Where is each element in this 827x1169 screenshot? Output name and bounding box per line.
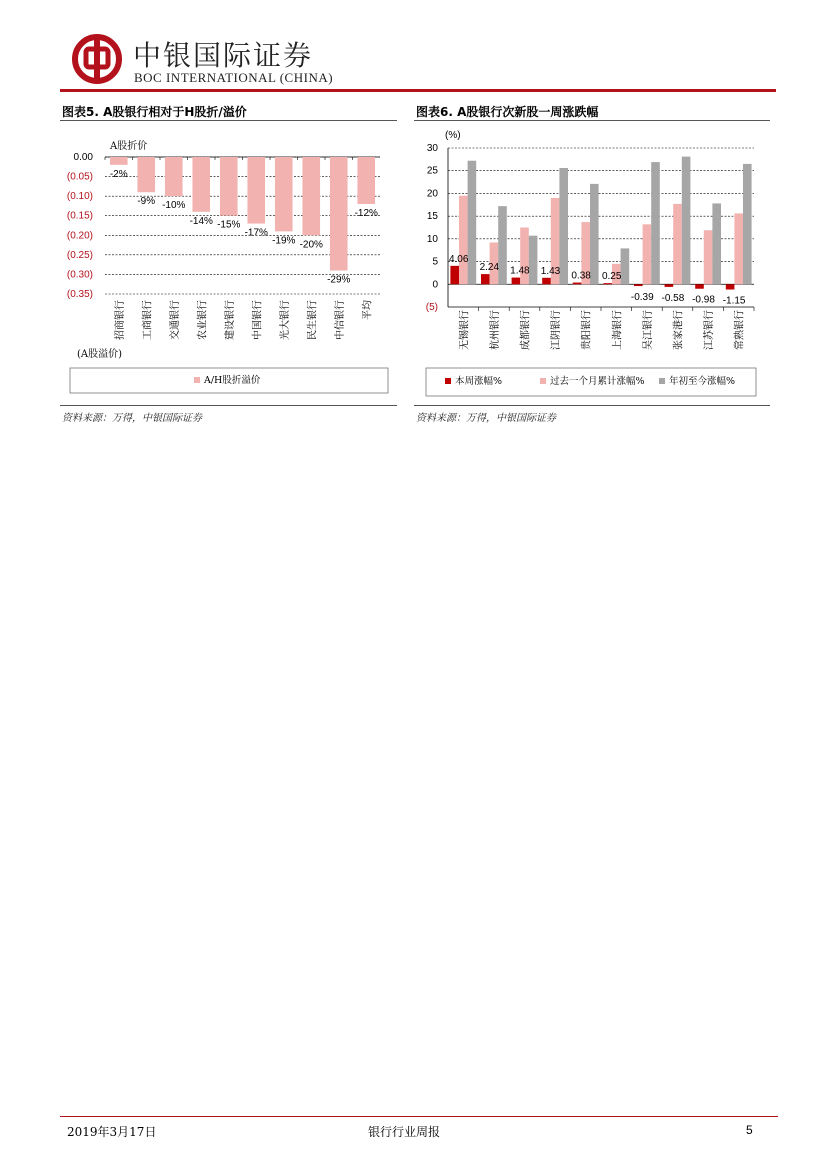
- company-name-cn: 中银国际证券: [133, 39, 314, 72]
- chart6-bar-weekly: [542, 278, 551, 284]
- chart5-bar: [165, 157, 183, 196]
- chart6-bar-month: [734, 213, 743, 284]
- chart5-ytick-label: (0.15): [66, 210, 93, 222]
- chart5-xtick-label: 交通银行: [169, 300, 181, 340]
- chart6-legend-label: 本周涨幅%: [455, 376, 503, 387]
- chart6-ytick-label: 15: [426, 211, 438, 223]
- chart6-bar-weekly: [726, 284, 735, 289]
- chart5-ytick-label: (0.35): [66, 289, 93, 300]
- chart5-data-label: -10%: [162, 200, 186, 212]
- chart6-bar-ytd: [590, 184, 599, 284]
- chart5-ytick-label: (0.05): [66, 171, 93, 183]
- chart6-data-label: 1.48: [510, 265, 530, 277]
- chart6-xtick-label: 上海银行: [612, 310, 624, 350]
- chart-bank-weekly-change: [414, 125, 776, 403]
- chart5-data-label: -15%: [217, 219, 241, 231]
- chart6-bar-ytd: [743, 164, 752, 284]
- chart6-legend-swatch: [445, 378, 451, 384]
- chart6-data-label: -0.58: [661, 292, 685, 304]
- chart6-legend-label: 过去一个月累计涨幅%: [550, 376, 645, 387]
- chart5-data-label: -2%: [109, 168, 128, 180]
- chart5-bar: [302, 157, 320, 235]
- chart6-legend-label: 年初至今涨幅%: [669, 376, 736, 387]
- chart6-bar-ytd: [529, 236, 538, 285]
- chart6-xtick-label: 常熟银行: [734, 310, 746, 350]
- chart6-bar-month: [673, 204, 682, 284]
- figure-6-source: 资料来源：万得，中银国际证券: [416, 413, 556, 424]
- chart6-xtick-label: 无锡银行: [459, 310, 471, 350]
- chart6-bar-weekly: [634, 284, 643, 286]
- chart5-data-label: -9%: [137, 196, 156, 208]
- chart6-bar-weekly: [665, 284, 674, 287]
- chart6-xtick-label: 贵阳银行: [581, 310, 593, 350]
- chart6-ytick-label: 25: [426, 165, 438, 177]
- chart5-bar: [247, 157, 265, 224]
- chart6-ytick-label: 10: [426, 233, 438, 245]
- chart5-data-label: -20%: [299, 239, 323, 251]
- figure-5-source: 资料来源：万得，中银国际证券: [62, 413, 202, 424]
- chart5-ytick-label: (0.30): [66, 269, 93, 281]
- figure-5-title-rule: [60, 120, 397, 121]
- chart5-xtick-label: 招商银行: [114, 300, 126, 340]
- chart5-data-label: -12%: [354, 207, 378, 219]
- footer-rule: [60, 1116, 778, 1117]
- chart-ah-premium: [60, 125, 400, 403]
- chart6-bar-month: [704, 230, 713, 284]
- chart6-bar-weekly: [695, 284, 704, 288]
- chart6-xtick-label: 杭州银行: [489, 310, 501, 350]
- chart5-xtick-label: 平均: [362, 300, 374, 320]
- chart6-data-label: 0.38: [571, 270, 591, 282]
- chart6-bar-weekly: [512, 278, 521, 285]
- chart6-bar-ytd: [682, 157, 691, 285]
- footer-page-number: 5: [746, 1123, 753, 1137]
- chart5-bar: [330, 157, 348, 271]
- chart6-legend-swatch: [540, 378, 546, 384]
- company-name-en: BOC INTERNATIONAL (CHINA): [134, 70, 334, 85]
- header-rule: [60, 89, 776, 92]
- chart6-xtick-label: 吴江银行: [642, 310, 654, 350]
- chart6-xtick-label: 江苏银行: [704, 310, 716, 350]
- chart5-xtick-label: 光大银行: [279, 300, 291, 340]
- figure-5-source-rule: [60, 405, 397, 406]
- chart6-data-label: 1.43: [540, 265, 561, 277]
- chart5-xtick-label: 中国银行: [252, 300, 264, 340]
- chart5-data-label: -17%: [244, 227, 268, 239]
- chart5-ytick-label: (0.25): [66, 249, 93, 261]
- chart6-xtick-label: 张家港行: [673, 310, 685, 350]
- chart6-ytick-label: 0: [432, 279, 438, 291]
- chart5-bottom-label: (A股溢价): [77, 349, 123, 360]
- chart6-bar-ytd: [559, 168, 568, 284]
- chart6-data-label: -0.98: [692, 294, 715, 306]
- chart5-bar: [137, 157, 155, 192]
- chart5-ytick-label: 0.00: [73, 152, 93, 163]
- chart6-bar-ytd: [498, 206, 507, 284]
- figure-6-title-rule: [414, 120, 770, 121]
- figure-6-title: 图表6. A股银行次新股一周涨跌幅: [416, 105, 599, 119]
- chart6-bar-ytd: [468, 161, 477, 285]
- chart6-ytick-label: (5): [425, 302, 438, 313]
- chart6-data-label: -1.15: [722, 295, 746, 307]
- chart6-bar-weekly: [481, 274, 490, 284]
- chart6-ytick-label: 5: [432, 256, 438, 268]
- chart5-xtick-label: 民生银行: [307, 300, 319, 340]
- chart5-top-label: A股折价: [110, 141, 148, 152]
- chart6-xtick-label: 江阴银行: [551, 310, 563, 350]
- chart5-bar: [110, 157, 128, 165]
- chart5-ytick-label: (0.20): [66, 230, 93, 242]
- chart6-ytick-label: 30: [426, 143, 438, 154]
- chart6-ytick-label: 20: [426, 188, 438, 200]
- chart6-bar-ytd: [712, 203, 721, 284]
- chart6-unit-label: (%): [445, 130, 461, 141]
- boc-logo-icon: [72, 34, 122, 84]
- chart6-bar-weekly: [450, 266, 459, 284]
- chart6-bar-weekly: [573, 283, 582, 285]
- chart6-data-label: 2.24: [479, 262, 500, 274]
- chart5-data-label: -19%: [272, 235, 296, 247]
- chart6-xtick-label: 成都银行: [520, 310, 532, 350]
- chart5-data-label: -14%: [189, 215, 213, 227]
- chart5-xtick-label: 工商银行: [142, 300, 154, 340]
- chart5-bar: [220, 157, 238, 216]
- chart5-ytick-label: (0.10): [66, 191, 93, 203]
- figure-5-title: 图表5. A股银行相对于H股折/溢价: [62, 105, 247, 119]
- chart5-bar: [192, 157, 210, 212]
- chart6-bar-ytd: [621, 248, 630, 284]
- chart5-legend-swatch: [194, 377, 200, 383]
- chart5-legend-label: A/H股折溢价: [204, 375, 261, 386]
- footer-report-name: 银行行业周报: [368, 1125, 441, 1139]
- chart5-data-label: -29%: [327, 274, 351, 286]
- chart6-legend-swatch: [659, 378, 665, 384]
- footer-date: 2019年3月17日: [67, 1125, 157, 1139]
- figure-6-source-rule: [414, 405, 770, 406]
- chart6-data-label: 0.25: [601, 271, 622, 283]
- chart6-bar-ytd: [651, 162, 660, 284]
- chart5-bar: [275, 157, 293, 231]
- chart5-xtick-label: 建设银行: [224, 300, 236, 340]
- chart6-bar-weekly: [603, 283, 612, 284]
- chart5-xtick-label: 中信银行: [334, 300, 346, 340]
- chart6-bar-month: [643, 224, 652, 284]
- chart5-bar: [357, 157, 375, 204]
- chart5-xtick-label: 农业银行: [197, 300, 209, 340]
- chart6-data-label: -0.39: [630, 292, 654, 304]
- chart6-bar-month: [459, 196, 468, 285]
- chart6-data-label: 4.06: [448, 253, 469, 265]
